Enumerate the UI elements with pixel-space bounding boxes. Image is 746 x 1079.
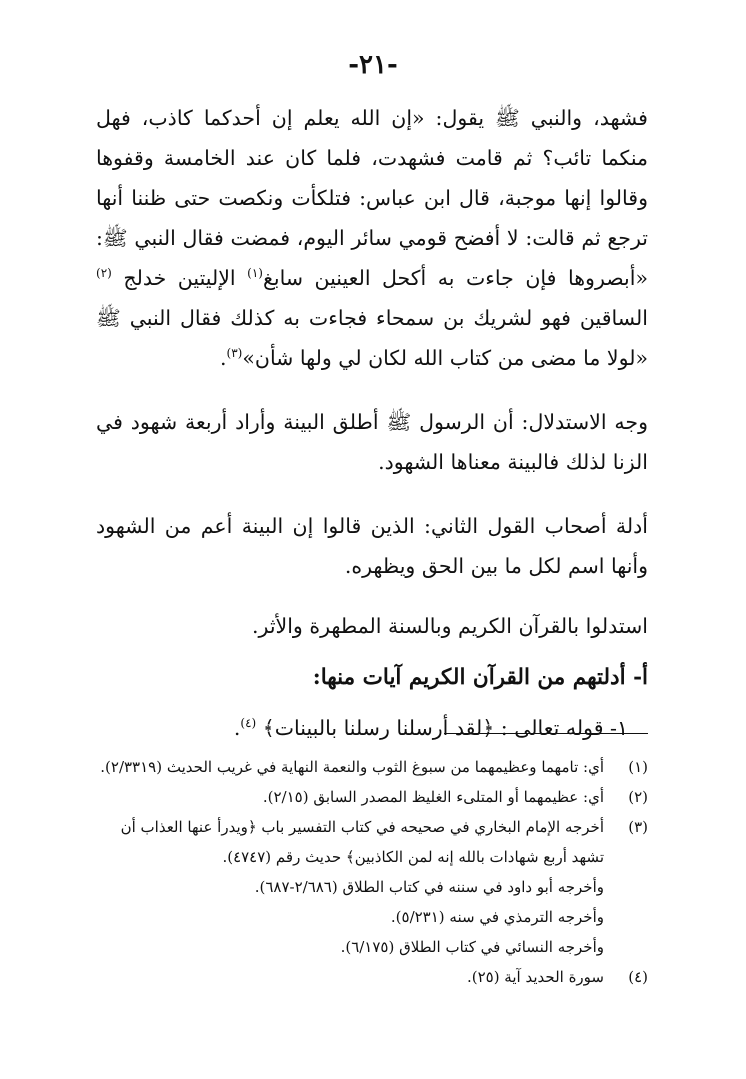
footnote-3	[96, 812, 648, 962]
paragraph-text: فشهد، والنبي ﷺ يقول: «إن الله يعلم إن أحدكما كاذب، فهل منكما تائب؟ ثم قامت فشهدت، فلما كان عند الخامسة وقفوها وقالوا إنها موجبة، قال ابن عباس: فتلكأت ونكصت حتى ظننا أنها ترجع ثم قالت: لا أفضح قومي سائر اليوم، فمضت فقال النبي ﷺ: «أبصروها فإن جاءت به أكحل العينين سابغ	[96, 106, 648, 290]
footnote-divider	[444, 733, 648, 734]
footnote-line: وأخرجه أبو داود في سننه في كتاب الطلاق (٢/٦٨٦-٦٨٧).	[254, 878, 604, 896]
footnote-ref-4: (٤)	[240, 716, 257, 731]
paragraph-text: الساقين فهو لشريك بن سمحاء فجاءت به كذلك فقال النبي ﷺ «لولا ما مضى من كتاب الله لكان لي ولها شأن»	[96, 306, 648, 370]
main-text	[96, 98, 648, 748]
page-number: -٢١-	[348, 50, 398, 80]
footnote-body	[96, 812, 604, 962]
footnote-body	[96, 752, 604, 782]
footnote-body	[96, 962, 604, 992]
section-heading: أ- أدلتهم من القرآن الكريم آيات منها:	[312, 665, 648, 690]
list-item-tail: .	[233, 716, 241, 740]
footnote-2	[96, 782, 648, 812]
paragraph-text: .	[219, 346, 227, 370]
footnote-1	[96, 752, 648, 782]
footnote-line: أخرجه الإمام البخاري في صحيحه في كتاب التفسير باب ﴿ويدرأ عنها العذاب أن تشهد أربع شهادات بالله إنه لمن الكاذبين﴾ حديث رقم (٤٧٤٧).	[120, 818, 604, 866]
footnote-ref-1: (١)	[247, 266, 263, 281]
paragraph-second-opinion: أدلة أصحاب القول الثاني: الذين قالوا إن البينة أعم من الشهود وأنها اسم لكل ما بين الحق ويظهره.	[96, 514, 648, 578]
footnote-line: أي: تامهما وعظيمهما من سبوغ الثوب والنعمة النهاية في غريب الحديث (٢/٣٣١٩).	[100, 758, 604, 776]
paragraph-text: الإليتين خدلج	[111, 266, 248, 290]
paragraph-hadith	[96, 98, 648, 378]
footnote-number: (٣)	[628, 818, 648, 836]
footnote-line: وأخرجه الترمذي في سنه (٥/٢٣١).	[390, 908, 604, 926]
footnote-line: سورة الحديد آية (٢٥).	[466, 968, 604, 986]
footnote-number: (٢)	[628, 788, 648, 806]
list-item	[96, 708, 648, 748]
footnote-ref-2: (٢)	[96, 266, 112, 281]
list-item-text: ١- قوله تعالى : ﴿لقد أرسلنا رسلنا بالبينات﴾	[262, 716, 628, 740]
paragraph-inference: وجه الاستدلال: أن الرسول ﷺ أطلق البينة وأراد أربعة شهود في الزنا لذلك فالبينة معناها الشهود.	[96, 410, 648, 474]
paragraph-sources: استدلوا بالقرآن الكريم وبالسنة المطهرة والأثر.	[252, 614, 648, 638]
footnote-number: (١)	[628, 758, 648, 776]
footnote-4	[96, 962, 648, 992]
footnote-number: (٤)	[628, 968, 648, 986]
footnote-body	[96, 782, 604, 812]
footnote-ref-3: (٣)	[226, 346, 243, 361]
footnotes	[96, 752, 648, 992]
footnote-line: وأخرجه النسائي في كتاب الطلاق (٦/١٧٥).	[340, 938, 604, 956]
footnote-line: أي: عظيمهما أو المتلىء الغليظ المصدر السابق (٢/١٥).	[262, 788, 604, 806]
